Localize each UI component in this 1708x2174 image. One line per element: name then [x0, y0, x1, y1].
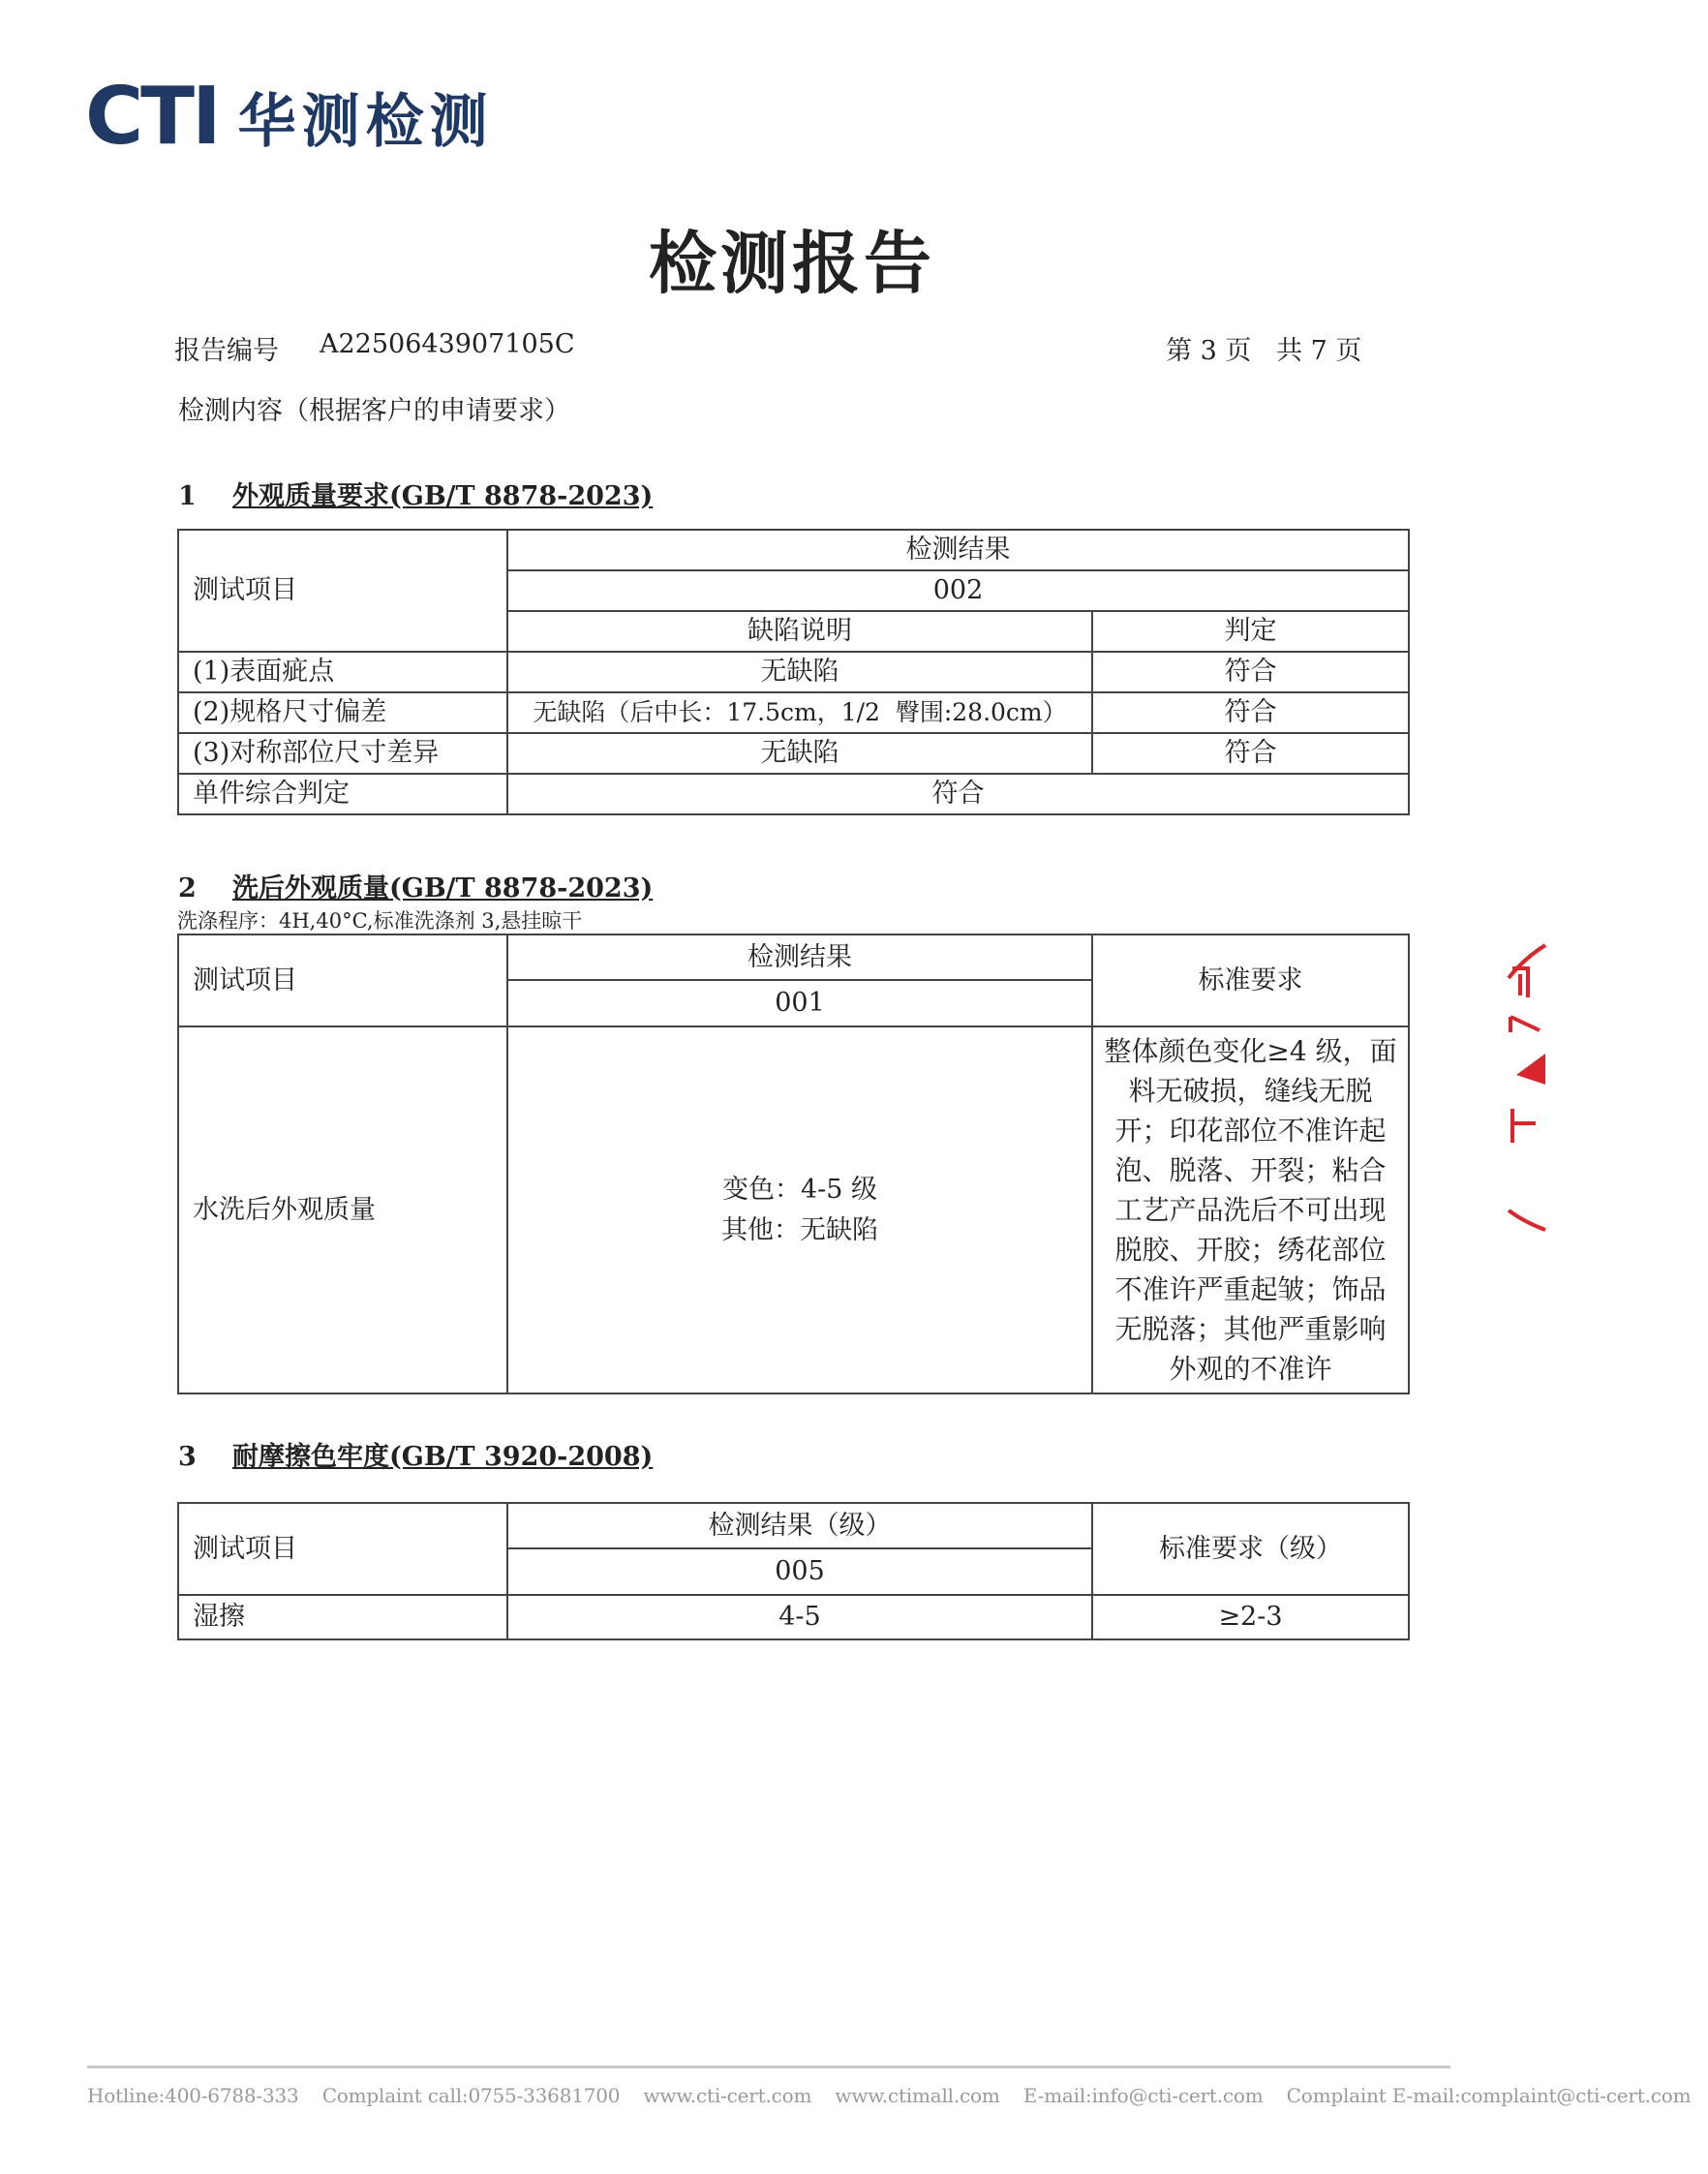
s1-row1-defect: 无缺陷 [507, 652, 1092, 692]
s2-col-item: 测试项目 [178, 934, 507, 1026]
s2-std-line: 料无破损，缝线无脱 [1128, 1075, 1373, 1107]
section2-name: 洗后外观质量(GB/T 8878-2023) [232, 873, 654, 903]
s2-std-line: 无脱落；其他严重影响 [1114, 1313, 1387, 1345]
s1-col-item: 测试项目 [178, 530, 507, 652]
s1-row1-judge: 符合 [1092, 652, 1409, 692]
section1-name: 外观质量要求(GB/T 8878-2023) [232, 481, 654, 511]
table-row [178, 733, 1409, 774]
section1-number: 1 [178, 481, 197, 511]
s2-std-line: 外观的不准许 [1169, 1353, 1332, 1385]
s1-overall-value: 符合 [507, 774, 1409, 814]
s2-row-item: 水洗后外观质量 [178, 1026, 507, 1393]
footer-complaint-email: Complaint E-mail:complaint@cti-cert.com [1286, 2084, 1692, 2107]
page-title: 检测报告 [649, 224, 935, 303]
s3-sample: 005 [507, 1548, 1092, 1595]
s1-row2-judge: 符合 [1092, 692, 1409, 733]
s2-std-line: 脱胶、开胶；绣花部位 [1114, 1234, 1387, 1266]
s1-row2-item: (2)规格尺寸偏差 [178, 692, 507, 733]
logo-brand: CTI [85, 71, 219, 163]
section2-number: 2 [178, 873, 197, 903]
report-number: A2250643907105C [320, 329, 575, 359]
company-logo [85, 64, 494, 163]
s2-sample: 001 [507, 980, 1092, 1026]
section1-table [177, 529, 1410, 815]
s2-col-result: 检测结果 [507, 934, 1092, 980]
s1-row2-defect: 无缺陷（后中长：17.5cm，1/2 臀围:28.0cm） [507, 692, 1092, 733]
s2-std-line: 不准许严重起皱；饰品 [1114, 1273, 1387, 1305]
section2-title [178, 867, 653, 904]
footer-complaint-call: Complaint call:0755-33681700 [321, 2084, 621, 2107]
s2-row-result [507, 1026, 1092, 1393]
s2-result-line1: 变色：4-5 级 [721, 1174, 878, 1205]
footer-mall-website: www.ctimall.com [835, 2084, 1000, 2107]
content-label: 检测内容（根据客户的申请要求） [178, 396, 570, 426]
s3-row-item: 湿擦 [178, 1595, 507, 1639]
section3-name: 耐摩擦色牢度(GB/T 3920-2008) [232, 1442, 654, 1472]
s3-col-std: 标准要求（级） [1092, 1503, 1409, 1595]
table-row [178, 1595, 1409, 1639]
s2-std-line: 开；印花部位不准许起 [1114, 1115, 1387, 1147]
section3-number: 3 [178, 1442, 197, 1472]
footer-hotline: Hotline:400-6788-333 [87, 2084, 299, 2107]
s2-std-line: 工艺产品洗后不可出现 [1114, 1194, 1387, 1226]
s2-col-std: 标准要求 [1092, 934, 1409, 1026]
s1-col-result: 检测结果 [507, 530, 1409, 570]
s1-overall-label: 单件综合判定 [178, 774, 507, 814]
footer-email: E-mail:info@cti-cert.com [1022, 2084, 1264, 2107]
s1-row1-item: (1)表面疵点 [178, 652, 507, 692]
wash-program: 洗涤程序：4H,40°C,标准洗涤剂 3,悬挂晾干 [177, 909, 583, 933]
table-row [178, 692, 1409, 733]
table-row [178, 652, 1409, 692]
s3-row-std: ≥2-3 [1092, 1595, 1409, 1639]
s3-col-item: 测试项目 [178, 1503, 507, 1595]
table-row [178, 1026, 1409, 1393]
footer-divider [87, 2066, 1450, 2068]
s2-result-line2: 其他：无缺陷 [721, 1214, 878, 1245]
section3-title [178, 1435, 653, 1473]
s2-row-std [1092, 1026, 1409, 1393]
s1-row3-item: (3)对称部位尺寸差异 [178, 733, 507, 774]
logo-name-cn: 华测检测 [237, 88, 494, 156]
s1-row3-judge: 符合 [1092, 733, 1409, 774]
page-info: 第 3 页 共 7 页 [1166, 336, 1362, 366]
footer [87, 2084, 1708, 2107]
s1-sample: 002 [507, 570, 1409, 611]
section2-table [177, 934, 1410, 1394]
section1-title [178, 475, 653, 512]
report-number-label: 报告编号 [174, 336, 279, 366]
table-row [178, 774, 1409, 814]
section3-table [177, 1502, 1410, 1640]
s2-std-line: 泡、脱落、开裂；粘合 [1114, 1154, 1387, 1186]
stamp-fragment [1507, 939, 1545, 1230]
s2-std-line: 整体颜色变化≥4 级，面 [1104, 1035, 1397, 1067]
s1-row3-defect: 无缺陷 [507, 733, 1092, 774]
footer-website: www.cti-cert.com [643, 2084, 812, 2107]
s3-col-result: 检测结果（级） [507, 1503, 1092, 1548]
s3-row-value: 4-5 [507, 1595, 1092, 1639]
s1-col-judge: 判定 [1092, 611, 1409, 652]
s1-col-defect: 缺陷说明 [507, 611, 1092, 652]
